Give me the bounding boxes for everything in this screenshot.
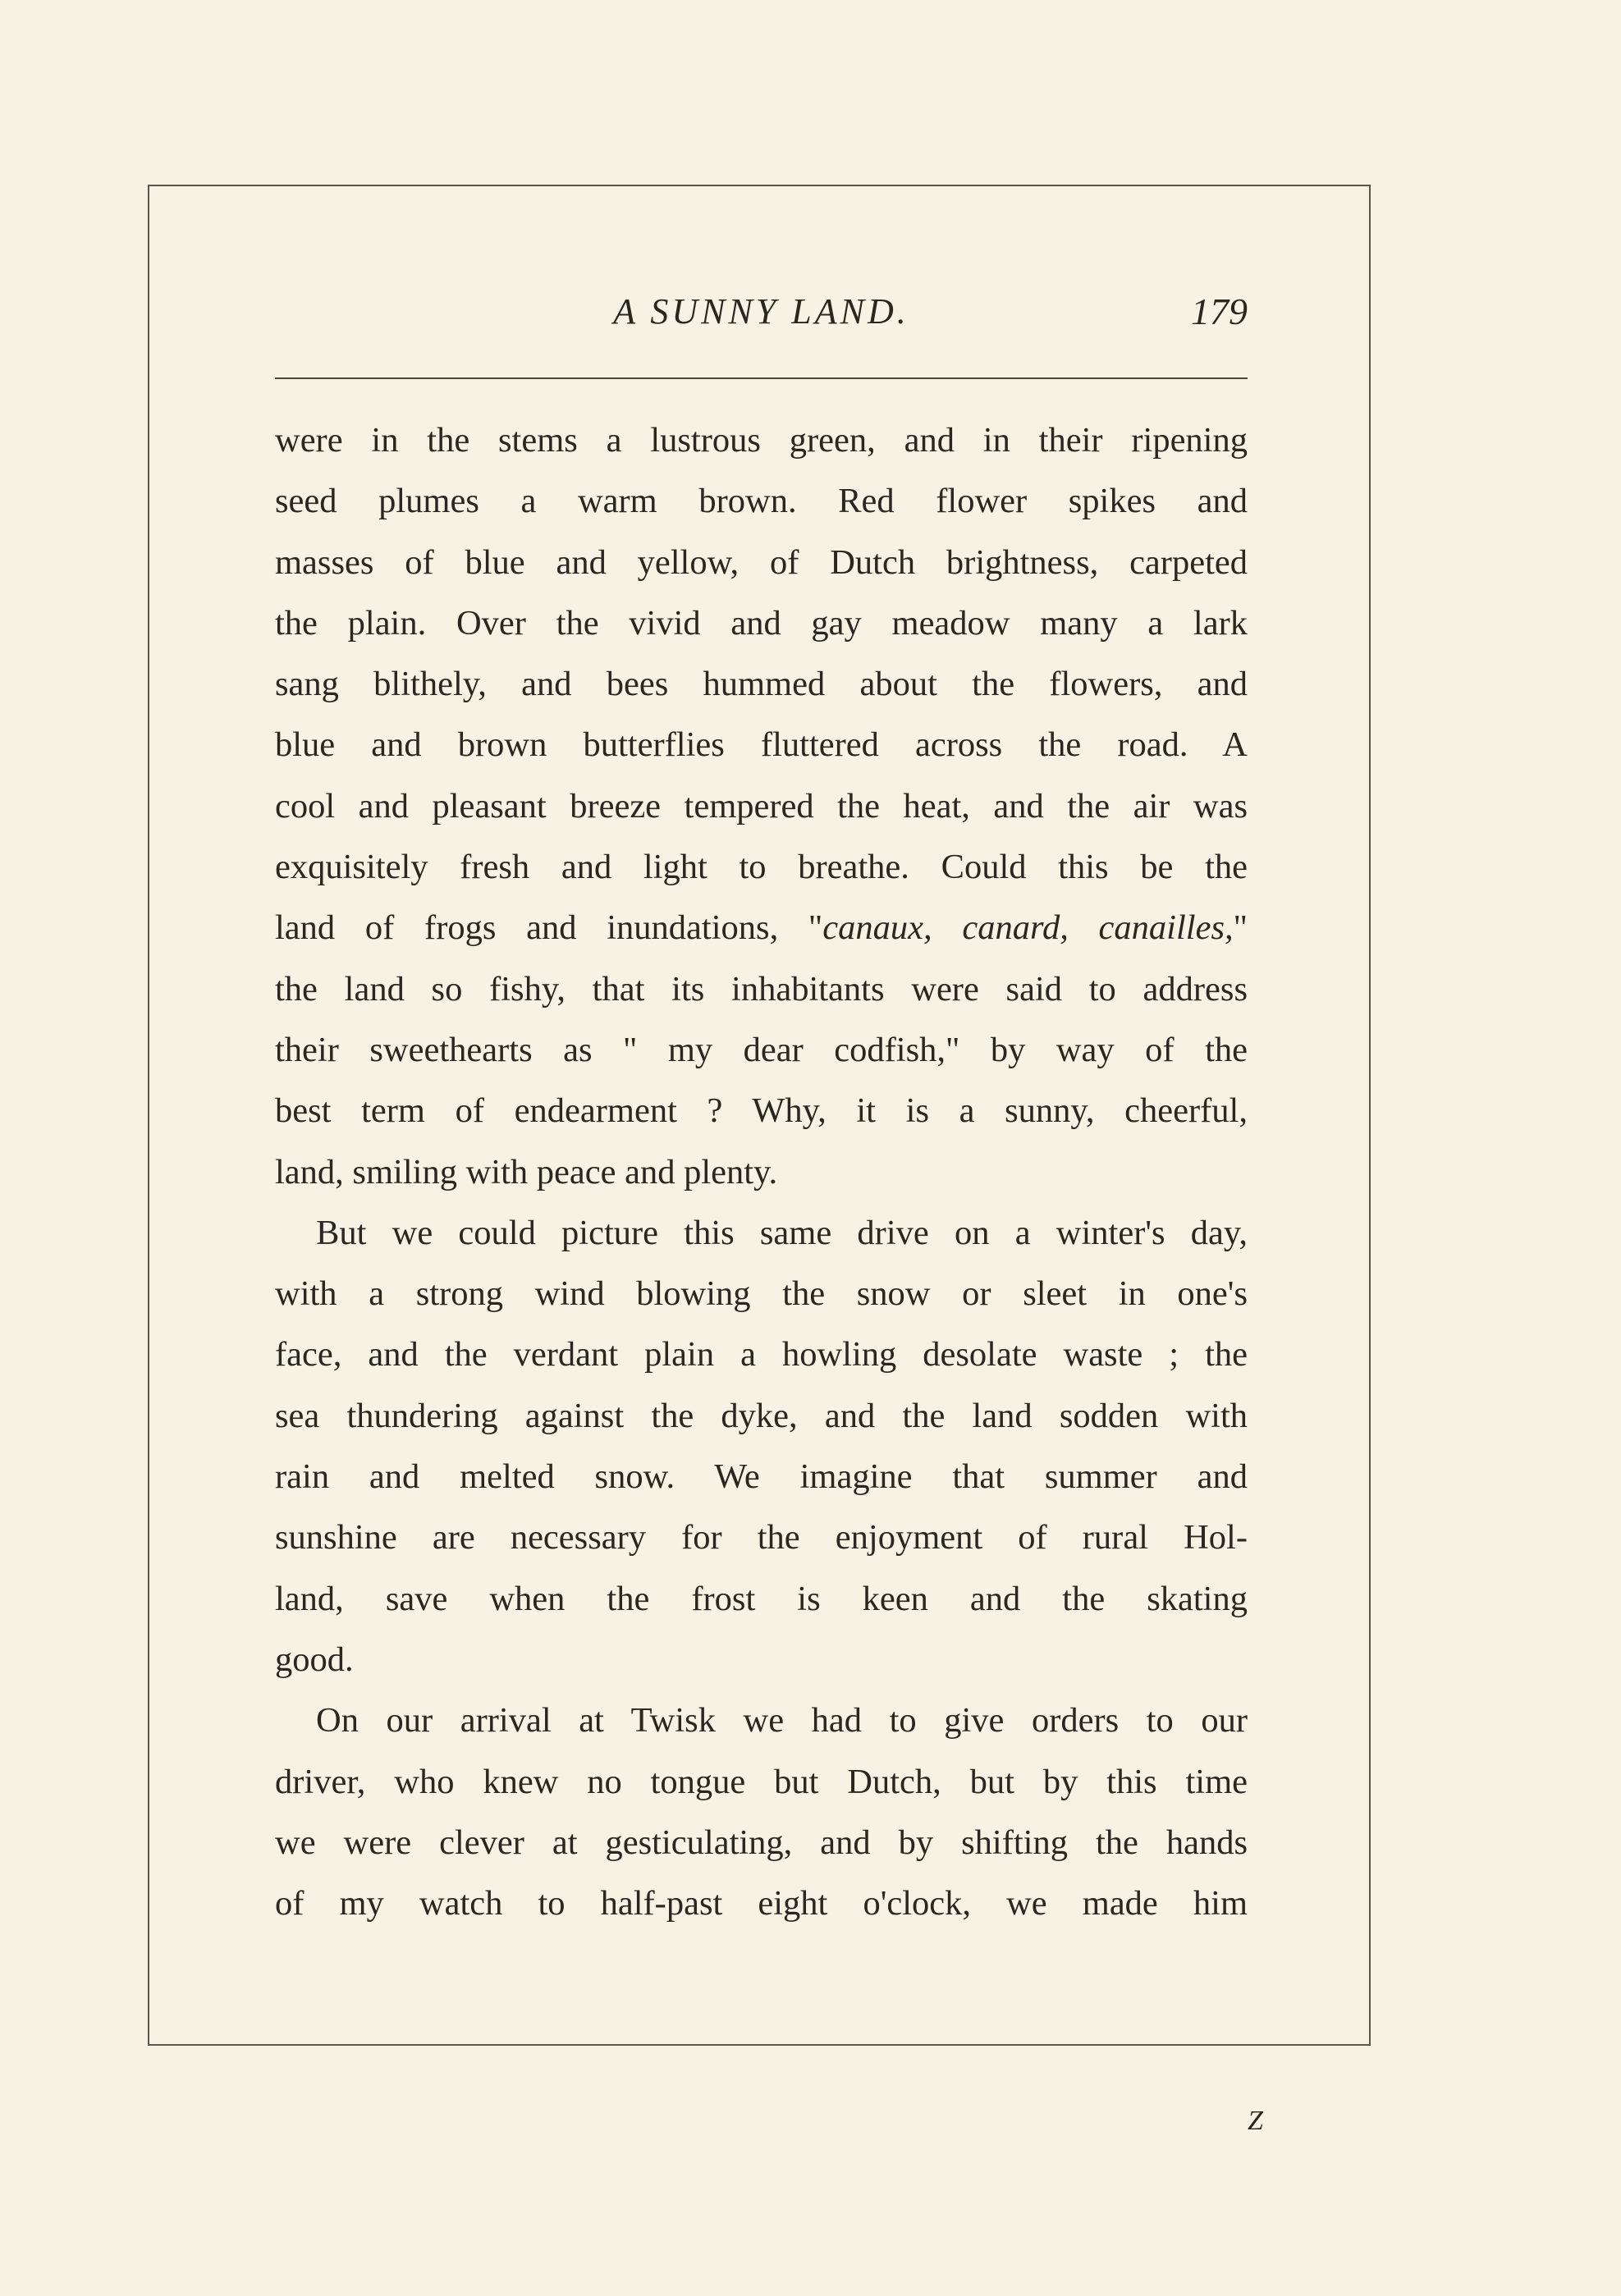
text-line: the plain. Over the vivid and gay meadow many a lark [275,603,1248,643]
text-line: with a strong wind blowing the snow or sleet in one's [275,1274,1248,1314]
text-line: good. [275,1640,354,1679]
paragraph-3 [275,1690,1248,1934]
text-line: sang blithely, and bees hummed about the flowers, and [275,665,1248,704]
text-line: masses of blue and yellow, of Dutch brightness, carpeted [275,542,1248,582]
paragraph-2 [275,1203,1248,1690]
text-line: sunshine are necessary for the enjoyment of rural Hol- [275,1518,1248,1557]
text-line: of my watch to half-past eight o'clock, we made him [275,1884,1248,1923]
text-line: the land so fishy, that its inhabitants were said to address [275,969,1248,1009]
text-line: cool and pleasant breeze tempered the heat, and the air was [275,786,1248,826]
text-line: driver, who knew no tongue but Dutch, but by this time [275,1762,1248,1801]
header-rule [275,377,1248,379]
text-line: On our arrival at Twisk we had to give orders to our [316,1701,1248,1740]
text-line: face, and the verdant plain a howling desolate waste ; the [275,1335,1248,1374]
body-text [275,410,1248,1934]
closing-quote: " [1233,908,1248,948]
running-head [275,283,1248,341]
text-line: blue and brown butterflies fluttered across the road. A [275,725,1248,765]
page-number: 179 [1191,290,1248,332]
text-segment: land of frogs and inundations, " [275,908,823,948]
text-line: best term of endearment ? Why, it is a sunny, cheerful, [275,1091,1248,1131]
text-line: rain and melted snow. We imagine that summer and [275,1457,1248,1497]
text-line: sea thundering against the dyke, and the land sodden with [275,1396,1248,1435]
text-line-with-italics [275,898,1248,958]
italic-phrase: canaux, canard, canailles, [822,908,1234,948]
text-line: exquisitely fresh and light to breathe. Could this be the [275,848,1248,887]
text-line: seed plumes a warm brown. Red flower spikes and [275,482,1248,521]
text-line: land, smiling with peace and plenty. [275,1152,778,1191]
paragraph-1 [275,410,1248,1203]
text-line: we were clever at gesticulating, and by shifting the hands [275,1823,1248,1862]
running-title: A SUNNY LAND. [613,291,909,332]
text-line: land, save when the frost is keen and the skating [275,1579,1248,1618]
text-line: But we could picture this same drive on a winter's day, [316,1213,1248,1252]
signature-mark: Z [1248,2106,1263,2136]
text-line: their sweethearts as " my dear codfish," by way of the [275,1030,1248,1069]
text-line: were in the stems a lustrous green, and in their ripening [275,421,1248,460]
